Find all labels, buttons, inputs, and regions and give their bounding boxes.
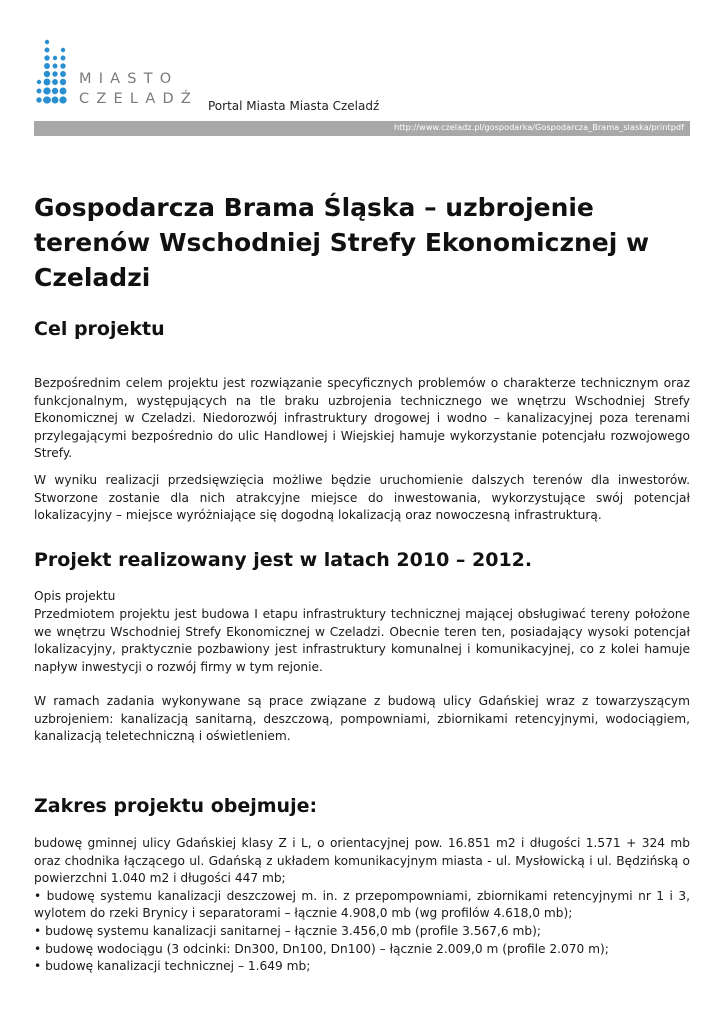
logo-dot: [44, 63, 50, 69]
list-item: • budowę kanalizacji technicznej – 1.649 mb;: [34, 959, 311, 974]
logo-dot: [59, 96, 66, 103]
portal-title: Portal Miasta Miasta Czeladź: [208, 99, 380, 113]
page-header: [34, 36, 690, 116]
paragraph: W ramach zadania wykonywane są prace związane z budową ulicy Gdańskiej wraz z towarzyszącym uzbrojeniem: kanalizacją sanitarną, deszczową, pompowniami, zbiornikami retencyjnymi, wodociągiem, kanalizacją teletechniczną i oświetleniem.: [34, 694, 690, 744]
logo-dot: [60, 71, 66, 77]
logo-dot: [52, 88, 58, 94]
logo-dot: [37, 89, 42, 94]
label-opis-projektu: Opis projektu: [34, 589, 116, 603]
logo-dot: [60, 88, 67, 95]
article-title: Gospodarcza Brama Śląska – uzbrojenie terenów Wschodniej Strefy Ekonomicznej w Czeladzi: [34, 193, 650, 292]
logo-dot: [44, 71, 50, 77]
list-item: • budowę systemu kanalizacji sanitarnej – łącznie 3.456,0 mb (profile 3.567,6 mb);: [34, 923, 542, 938]
logo-dot: [52, 71, 57, 76]
logo-line-miasto: MIASTO: [79, 71, 179, 87]
logo-dot: [44, 79, 51, 86]
paragraph: W wyniku realizacji przedsięwzięcia możliwe będzie uruchomienie dalszych terenów dla inwestorów. Stworzone zostanie dla nich atrakcyjne miejsce do inwestowania, wykorzystujące swój potencjał lokalizacyjny – miejsce wyróżniające się dogodną lokalizacją oraz nowoczesną infrastrukturą.: [34, 473, 690, 523]
list-item: • budowę wodociągu (3 odcinki: Dn300, Dn100, Dn100) – łącznie 2.009,0 m (profile 2.070 m);: [34, 941, 609, 956]
logo-dot: [43, 87, 50, 94]
logo-dot: [52, 79, 58, 85]
paragraph: Bezpośrednim celem projektu jest rozwiązanie specyficznych problemów o charakterze technicznym oraz funkcjonalnym, występujących na tle braku uzbrojenia technicznego we wnętrzu Wschodniej Strefy Ekonomicznej w Czeladzi. Niedorozwój infrastruktury drogowej i wodno – kanalizacyjnej poza terenami przylegającymi bezpośrednio do ulic Handlowej i Wiejskiej hamuje wykorzystanie potencjału rozwojowego Strefy.: [34, 376, 690, 461]
section-heading-zakres: Zakres projektu obejmuje:: [34, 795, 318, 817]
section-heading-cel: Cel projektu: [34, 318, 165, 340]
logo-dot: [60, 63, 65, 68]
list-item: • budowę systemu kanalizacji deszczowej m. in. z przepompowniami, zbiornikami retencyjnymi nr 1 i 3, wylotem do rzeki Brynicy i separatorami – łącznie 4.908,0 mb (wg profilów 4.618,0 mb);: [34, 888, 690, 921]
logo-dot: [61, 48, 65, 52]
url-bar: [34, 121, 690, 136]
logo-line-czeladz: CZELADŹ: [79, 91, 199, 107]
article: [34, 190, 690, 974]
logo-dot: [52, 97, 59, 104]
logo-dot: [45, 40, 49, 44]
page-url[interactable]: http://www.czeladz.pl/gospodarka/Gospodarcza_Brama_slaska/printpdf: [393, 122, 684, 132]
list-item: budowę gminnej ulicy Gdańskiej klasy Z i L, o orientacyjnej pow. 16.851 m2 i długości 1.571 + 324 mb oraz chodnika łączącego ul. Gdańską z układem komunikacyjnym miasta - ul. Mysłowicką i ul. Będzińską o powierzchni 1.040 m2 i długości 447 mb;: [34, 836, 690, 886]
paragraph: Przedmiotem projektu jest budowa I etapu infrastruktury technicznej mającej obsługiwać tereny położone we wnętrzu Wschodniej Strefy Ekonomicznej w Czeladzi. Obecnie teren ten, posiadający wysoki potencjał lokalizacyjny, praktycznie pozbawiony jest infrastruktury komunalnej i komunikacyjnej, co z kolei hamuje napływ inwestycji o rozwój firmy w tym rejonie.: [34, 607, 690, 674]
logo-dot: [61, 56, 66, 61]
logo-dot: [60, 79, 66, 85]
logo-dot: [44, 55, 49, 60]
section-heading-lata: Projekt realizowany jest w latach 2010 – 2012.: [34, 549, 533, 571]
logo-dot: [43, 96, 51, 103]
logo-dot: [53, 56, 57, 60]
logo-dot: [36, 97, 41, 102]
logo-dot: [53, 64, 58, 69]
logo-wordmark: [79, 69, 198, 109]
city-logo-icon: [34, 36, 68, 108]
logo-dot: [45, 48, 50, 53]
logo-dot: [37, 80, 41, 84]
scope-list: [34, 835, 690, 976]
